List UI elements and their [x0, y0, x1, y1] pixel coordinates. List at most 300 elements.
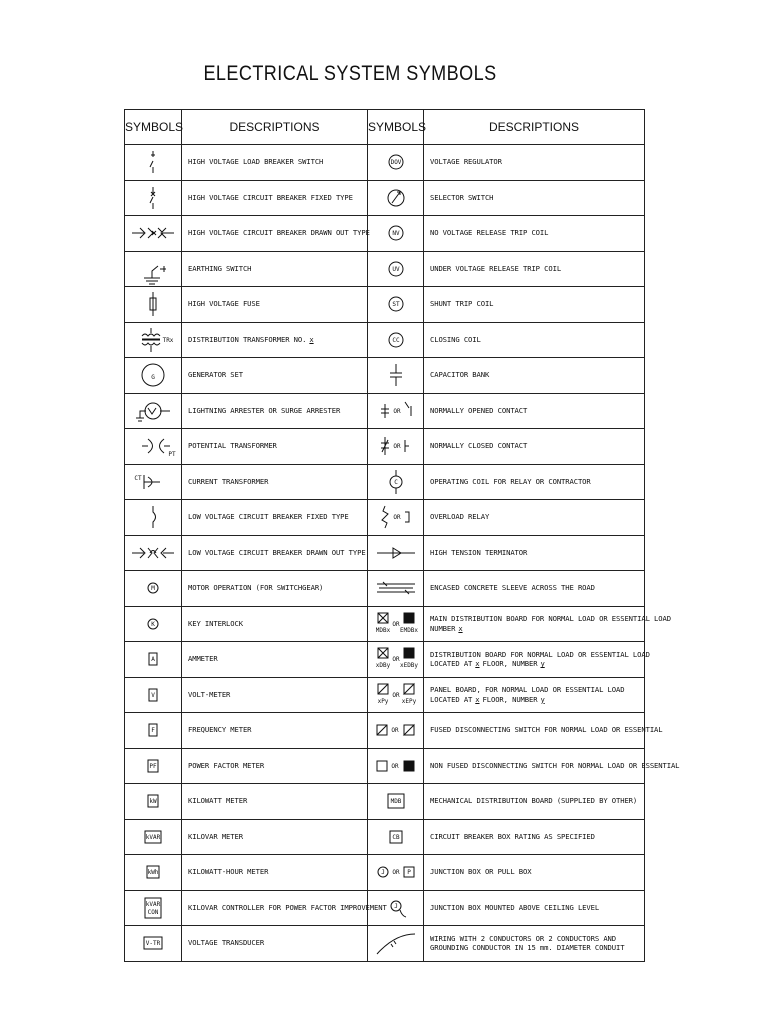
description-text: NON FUSED DISCONNECTING SWITCH FOR NORMAL LOAD OR ESSENTIAL [430, 760, 680, 770]
symbol-cell-right [368, 713, 424, 749]
svg-text:C: C [393, 478, 398, 486]
operating-coil-icon [369, 467, 423, 497]
description-text: NORMALLY OPENED CONTACT [430, 405, 528, 415]
description-line [430, 370, 644, 380]
lightning-arrester-icon [126, 396, 180, 426]
earthing-switch-icon [126, 254, 180, 284]
description-left [182, 251, 368, 287]
kwh-meter-icon [126, 857, 180, 887]
table-row [125, 890, 645, 926]
symbol-cell-left [125, 571, 182, 607]
svg-text:OR: OR [392, 407, 401, 415]
description-text-3: FLOOR, NUMBER [482, 694, 538, 704]
description-line [188, 228, 370, 238]
description-text: CAPACITOR BANK [430, 370, 490, 380]
symbol-cell-right [368, 358, 424, 394]
description-line [430, 649, 650, 660]
mech-db-icon [369, 786, 423, 816]
symbol-cell-right [368, 748, 424, 784]
table-row [125, 216, 645, 252]
db-icon [369, 644, 423, 674]
description-variable: x [458, 623, 463, 633]
description-right [424, 429, 645, 465]
svg-text:CON: CON [147, 908, 159, 916]
table-row [125, 926, 645, 962]
table-row [125, 819, 645, 855]
symbols-table [124, 109, 680, 962]
lv-cb-drawn-out-icon [126, 538, 180, 568]
symbol-cell-left [125, 890, 182, 926]
description-right [424, 180, 645, 216]
header-symbols-left: SYMBOLS [125, 110, 182, 145]
voltage-transducer-icon [126, 928, 180, 958]
svg-text:PT: PT [168, 451, 176, 459]
symbol-cell-left [125, 748, 182, 784]
description-text: KILOVAR CONTROLLER FOR POWER FACTOR IMPROVEMENT [188, 902, 387, 912]
description-left [182, 890, 387, 926]
description-line [430, 264, 644, 274]
kilovar-meter-icon [126, 822, 180, 852]
description-text: HIGH VOLTAGE FUSE [188, 299, 260, 309]
svg-text:xEDBy: xEDBy [399, 662, 418, 670]
nv-circle-icon [369, 218, 423, 248]
description-line [188, 832, 367, 842]
svg-text:CC: CC [391, 336, 400, 344]
svg-text:OR: OR [391, 869, 400, 877]
description-line [188, 193, 367, 203]
description-left [182, 429, 368, 465]
lv-cb-fixed-icon [126, 502, 180, 532]
description-text: VOLT-METER [188, 689, 231, 699]
no-contact-icon [369, 396, 423, 426]
frequency-meter-icon [126, 715, 180, 745]
concrete-sleeve-icon [369, 573, 423, 603]
svg-text:kW: kW [149, 798, 157, 806]
description-text-2: LOCATED AT [430, 659, 473, 669]
description-text: EARTHING SWITCH [188, 263, 252, 273]
svg-text:CB: CB [391, 833, 400, 841]
table-row [125, 287, 645, 323]
overload-relay-icon [369, 502, 423, 532]
description-line [188, 264, 367, 274]
description-text-2: LOCATED AT [430, 694, 473, 704]
table-row [125, 322, 645, 358]
description-line [188, 512, 367, 522]
description-line [188, 299, 367, 309]
symbol-cell-right [368, 819, 424, 855]
description-right [424, 819, 645, 855]
symbol-cell-right [368, 535, 424, 571]
description-left [182, 571, 368, 607]
symbol-cell-right [368, 642, 424, 678]
non-fused-disconnect-icon [369, 751, 423, 781]
svg-text:EMDBx: EMDBx [399, 626, 418, 634]
svg-text:xDBy: xDBy [375, 662, 390, 670]
description-line [188, 654, 367, 664]
description-text: KILOVAR METER [188, 831, 243, 841]
symbol-cell-right [368, 677, 424, 713]
selector-switch-icon [369, 183, 423, 213]
description-right [424, 890, 645, 926]
symbol-cell-right [368, 464, 424, 500]
cb-box-icon [369, 822, 423, 852]
description-line [430, 548, 644, 558]
wiring-conduit-icon [369, 928, 423, 958]
description-left [182, 642, 368, 678]
description-text: ENCASED CONCRETE SLEEVE ACROSS THE ROAD [430, 583, 595, 593]
description-left [182, 819, 368, 855]
svg-text:xPy: xPy [377, 697, 388, 705]
description-left [182, 145, 368, 181]
description-right [424, 145, 645, 181]
description-left [182, 180, 368, 216]
description-left [182, 748, 368, 784]
description-right [424, 855, 645, 891]
svg-text:J: J [393, 902, 398, 910]
svg-text:MDB: MDB [390, 798, 401, 806]
description-line [188, 725, 367, 735]
svg-text:kVAR: kVAR [145, 900, 161, 908]
svg-text:J: J [380, 869, 385, 877]
table-row [125, 642, 645, 678]
description-line-2 [430, 659, 644, 669]
description-line [430, 796, 644, 806]
fused-disconnect-icon [369, 715, 423, 745]
description-text: OVERLOAD RELAY [430, 512, 490, 522]
symbol-cell-right [368, 216, 424, 252]
symbol-cell-left [125, 606, 182, 642]
st-circle-icon [369, 289, 423, 319]
kilowatt-meter-icon [126, 786, 180, 816]
panel-board-icon [369, 680, 423, 710]
description-text: POTENTIAL TRANSFORMER [188, 441, 277, 451]
symbol-cell-right [368, 322, 424, 358]
description-left [182, 358, 368, 394]
description-line [430, 157, 644, 167]
description-left [182, 535, 368, 571]
description-line [430, 193, 644, 203]
description-variable: y [540, 659, 545, 669]
description-right [424, 393, 645, 429]
table-row [125, 393, 645, 429]
description-variable: x [309, 334, 314, 344]
description-text: KEY INTERLOCK [188, 618, 243, 628]
description-line [188, 796, 367, 806]
description-line [188, 583, 367, 593]
svg-text:kWh: kWh [147, 869, 159, 877]
description-text: LIGHTNING ARRESTER OR SURGE ARRESTER [188, 405, 341, 415]
description-text: FUSED DISCONNECTING SWITCH FOR NORMAL LOAD OR ESSENTIAL [430, 725, 663, 735]
svg-text:OR: OR [391, 620, 400, 628]
symbol-cell-left [125, 784, 182, 820]
description-text: CLOSING COIL [430, 334, 481, 344]
header-descriptions-left: DESCRIPTIONS [182, 110, 368, 145]
description-right [424, 322, 645, 358]
description-text: SELECTOR SWITCH [430, 192, 494, 202]
description-text-2: NUMBER [430, 623, 456, 633]
symbol-cell-left [125, 855, 182, 891]
description-line-2 [430, 943, 644, 953]
description-text: VOLTAGE REGULATOR [430, 157, 502, 167]
symbol-cell-left [125, 251, 182, 287]
svg-text:OR: OR [392, 443, 401, 451]
symbol-cell-left [125, 713, 182, 749]
description-text: HIGH VOLTAGE CIRCUIT BREAKER DRAWN OUT TYPE [188, 228, 370, 238]
svg-text:OR: OR [391, 691, 400, 699]
description-left [182, 393, 368, 429]
description-line [430, 832, 644, 842]
symbol-cell-right [368, 855, 424, 891]
table-row [125, 748, 645, 784]
description-left [182, 713, 368, 749]
symbol-cell-left [125, 535, 182, 571]
header-descriptions-right: DESCRIPTIONS [424, 110, 645, 145]
symbol-cell-right [368, 180, 424, 216]
description-text: MOTOR OPERATION (FOR SWITCHGEAR) [188, 583, 324, 593]
description-line [430, 760, 680, 771]
symbol-cell-right [368, 393, 424, 429]
description-line [430, 934, 644, 944]
description-text: KILOWATT-HOUR METER [188, 867, 269, 877]
description-right [424, 926, 645, 962]
description-line [430, 477, 644, 487]
symbol-cell-left [125, 500, 182, 536]
description-left [182, 500, 368, 536]
ammeter-icon [126, 644, 180, 674]
header-row [125, 110, 645, 145]
description-line [188, 761, 367, 771]
description-line [430, 335, 644, 345]
description-line [188, 441, 367, 451]
description-line [188, 902, 387, 913]
description-line [430, 614, 671, 624]
svg-text:F: F [151, 727, 155, 735]
description-variable: y [540, 694, 545, 704]
description-right [424, 642, 650, 678]
pf-meter-icon [126, 751, 180, 781]
description-line-2 [430, 695, 644, 705]
svg-text:OR: OR [390, 727, 399, 735]
table-row [125, 677, 645, 713]
description-text: WIRING WITH 2 CONDUCTORS OR 2 CONDUCTORS AND [430, 933, 616, 943]
nc-contact-icon [369, 431, 423, 461]
symbol-cell-left [125, 642, 182, 678]
description-right [424, 748, 680, 784]
description-right [424, 464, 645, 500]
symbol-cell-left [125, 677, 182, 713]
table-row [125, 713, 645, 749]
voltmeter-icon [126, 680, 180, 710]
description-line [430, 406, 644, 416]
table-row [125, 464, 645, 500]
description-right [424, 784, 645, 820]
generator-icon [126, 360, 180, 390]
description-line [430, 725, 663, 735]
description-left [182, 784, 368, 820]
symbol-cell-left [125, 322, 182, 358]
description-line [188, 157, 367, 167]
symbol-cell-right [368, 926, 424, 962]
symbol-cell-left [125, 393, 182, 429]
description-variable: x [475, 659, 480, 669]
symbol-cell-right [368, 500, 424, 536]
description-line [430, 441, 644, 451]
description-right [424, 251, 645, 287]
description-text: POWER FACTOR METER [188, 760, 265, 770]
description-right [424, 287, 645, 323]
description-text: HIGH VOLTAGE CIRCUIT BREAKER FIXED TYPE [188, 192, 353, 202]
description-left [182, 855, 368, 891]
description-text: DISTRIBUTION TRANSFORMER NO. [188, 334, 307, 344]
description-left [182, 926, 368, 962]
description-right [424, 500, 645, 536]
svg-text:G: G [151, 374, 155, 382]
description-text: OPERATING COIL FOR RELAY OR CONTRACTOR [430, 476, 591, 486]
description-text: LOW VOLTAGE CIRCUIT BREAKER DRAWN OUT TYPE [188, 547, 366, 557]
symbol-cell-left [125, 358, 182, 394]
svg-text:OR: OR [392, 514, 401, 522]
description-right [424, 677, 645, 713]
capacitor-bank-icon [369, 360, 423, 390]
transformer-icon [126, 325, 180, 355]
description-text: CIRCUIT BREAKER BOX RATING AS SPECIFIED [430, 831, 595, 841]
description-right [424, 216, 645, 252]
svg-text:xEPy: xEPy [401, 697, 416, 705]
mdb-icon [369, 609, 423, 639]
hv-cb-drawn-out-icon [126, 218, 180, 248]
symbol-cell-left [125, 464, 182, 500]
motor-operation-icon [126, 573, 180, 603]
hv-fuse-icon [126, 289, 180, 319]
description-left [182, 606, 368, 642]
description-text: GENERATOR SET [188, 370, 243, 380]
description-left [182, 216, 368, 252]
description-line [188, 867, 367, 877]
symbol-cell-left [125, 819, 182, 855]
description-line [188, 370, 367, 380]
table-row [125, 571, 645, 607]
svg-text:OR: OR [390, 762, 399, 770]
svg-text:A: A [151, 656, 155, 664]
symbol-cell-right [368, 571, 424, 607]
description-text: SHUNT TRIP COIL [430, 299, 494, 309]
page-title: ELECTRICAL SYSTEM SYMBOLS [203, 62, 497, 85]
description-text: NORMALLY CLOSED CONTACT [430, 441, 528, 451]
description-line [430, 867, 644, 877]
svg-text:CT: CT [134, 474, 142, 482]
description-line [430, 583, 644, 593]
description-text: JUNCTION BOX OR PULL BOX [430, 867, 532, 877]
header-symbols-right: SYMBOLS [368, 110, 424, 145]
description-text-3: FLOOR, NUMBER [482, 659, 538, 669]
dov-circle-icon [369, 147, 423, 177]
svg-text:M: M [151, 585, 155, 593]
symbol-cell-left [125, 287, 182, 323]
table-row [125, 535, 645, 571]
description-text: CURRENT TRANSFORMER [188, 476, 269, 486]
description-right [424, 571, 645, 607]
symbol-cell-right [368, 429, 424, 465]
symbol-cell-right [368, 145, 424, 181]
description-left [182, 677, 368, 713]
description-line [188, 406, 367, 416]
hv-load-breaker-switch-icon [126, 147, 180, 177]
symbol-cell-left [125, 429, 182, 465]
table-row [125, 145, 645, 181]
svg-text:NV: NV [391, 230, 400, 238]
description-text: DISTRIBUTION BOARD FOR NORMAL LOAD OR ESSENTIAL LOAD [430, 649, 650, 659]
description-variable: x [475, 694, 480, 704]
description-left [182, 287, 368, 323]
kvar-controller-icon [126, 893, 180, 923]
description-text: LOW VOLTAGE CIRCUIT BREAKER FIXED TYPE [188, 512, 349, 522]
description-text-2: GROUNDING CONDUCTOR IN 15 mm. DIAMETER CONDUIT [430, 943, 625, 953]
description-text: VOLTAGE TRANSDUCER [188, 938, 265, 948]
description-line [188, 938, 367, 948]
svg-text:ST: ST [391, 301, 400, 309]
uv-circle-icon [369, 254, 423, 284]
svg-text:K: K [151, 620, 155, 628]
svg-text:kVAR: kVAR [145, 833, 161, 841]
symbol-cell-left [125, 180, 182, 216]
table-row [125, 784, 645, 820]
cc-circle-icon [369, 325, 423, 355]
description-text: NO VOLTAGE RELEASE TRIP COIL [430, 228, 549, 238]
description-left [182, 322, 368, 358]
symbol-cell-right [368, 606, 424, 642]
description-right [424, 535, 645, 571]
description-line [188, 690, 367, 700]
svg-text:V: V [151, 691, 155, 699]
table-row [125, 251, 645, 287]
symbol-cell-right [368, 251, 424, 287]
table-row [125, 180, 645, 216]
hv-cb-fixed-icon [126, 183, 180, 213]
svg-text:PF: PF [149, 762, 157, 770]
svg-text:TRx: TRx [162, 336, 174, 344]
description-text: JUNCTION BOX MOUNTED ABOVE CEILING LEVEL [430, 902, 600, 912]
symbol-cell-right [368, 784, 424, 820]
svg-text:MDBx: MDBx [375, 626, 390, 634]
table-row [125, 500, 645, 536]
symbol-cell-right [368, 287, 424, 323]
svg-text:P: P [406, 869, 411, 877]
description-right [424, 713, 663, 749]
description-text: HIGH VOLTAGE LOAD BREAKER SWITCH [188, 157, 324, 167]
svg-text:UV: UV [391, 265, 400, 273]
table-row [125, 855, 645, 891]
current-transformer-icon [126, 467, 180, 497]
description-line [188, 335, 367, 345]
symbol-cell-left [125, 216, 182, 252]
svg-text:OR: OR [391, 656, 400, 664]
description-right [424, 606, 671, 642]
symbol-cell-left [125, 926, 182, 962]
description-line [430, 685, 644, 695]
description-line [430, 512, 644, 522]
description-text: FREQUENCY METER [188, 725, 252, 735]
symbol-cell-left [125, 145, 182, 181]
description-text: HIGH TENSION TERMINATOR [430, 547, 528, 557]
table-row [125, 429, 645, 465]
key-interlock-icon [126, 609, 180, 639]
description-text: PANEL BOARD, FOR NORMAL LOAD OR ESSENTIAL LOAD [430, 685, 625, 695]
description-text: MECHANICAL DISTRIBUTION BOARD (SUPPLIED BY OTHER) [430, 796, 638, 806]
description-line [430, 299, 644, 309]
description-text: AMMETER [188, 654, 218, 664]
description-left [182, 464, 368, 500]
potential-transformer-icon [126, 431, 180, 461]
